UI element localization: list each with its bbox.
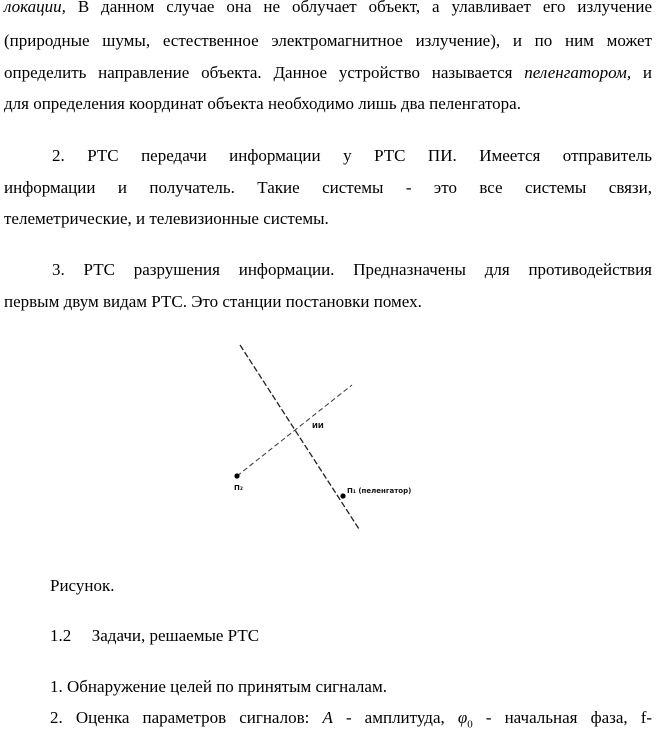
p1-station-dot [340, 493, 345, 498]
section-number: 1.2 [50, 626, 72, 645]
para2-line2: информации и получатель. Такие системы - это все системы связи, [4, 178, 652, 197]
section-title: Задачи, решаемые РТС [91, 626, 260, 645]
para1-line3 [4, 63, 652, 85]
para1-line3-text: определить направление объекта. Данное устройство называется [4, 63, 513, 82]
para2-line1: 2. РТС передачи информации у РТС ПИ. Имеется отправитель [52, 146, 652, 165]
list-item-2 [50, 708, 652, 730]
phase-symbol: $\varphi_0$ [457, 708, 473, 731]
figure-svg [34, 337, 618, 564]
p2-label: П₂ [234, 484, 243, 492]
list-item-2-mid: - амплитуда, [345, 708, 445, 727]
source-label: ИИ [312, 422, 324, 430]
para1-line1 [4, 0, 652, 19]
p1-label: П₁ (пеленгатор) [347, 487, 412, 495]
para3-line2: первым двум видам РТС. Это станции постановки помех. [4, 292, 422, 311]
bearing-line-p2 [237, 385, 352, 476]
list-item-2-start: 2. Оценка параметров сигналов: [50, 708, 310, 727]
para1-italic-peleng: пеленгатором, [524, 63, 632, 82]
para1-line4: для определения координат объекта необходимо лишь два пеленгатора. [4, 94, 521, 113]
para3-line1: 3. РТС разрушения информации. Предназначены для противодействия [52, 260, 652, 279]
p2-station-dot [234, 473, 239, 478]
para1-line3-end: и [642, 63, 653, 82]
para1-line2: (природные шумы, естественное электромагнитное излучение), и по ним может [4, 31, 652, 50]
para1-italic-term: локации, [4, 0, 66, 16]
bearing-line-p1 [240, 345, 359, 529]
para2-line3: телеметрические, и телевизионные системы. [4, 209, 329, 228]
direction-finding-figure [34, 337, 618, 564]
para1-line1-text: В данном случае она не облучает объект, а улавливает его излучение [77, 0, 652, 16]
list-item-1: 1. Обнаружение целей по принятым сигналам. [50, 677, 387, 696]
amplitude-symbol: A [322, 708, 333, 727]
list-item-2-end: - начальная фаза, f- [485, 708, 653, 727]
section-heading [50, 626, 656, 648]
figure-caption: Рисунок. [50, 576, 115, 595]
